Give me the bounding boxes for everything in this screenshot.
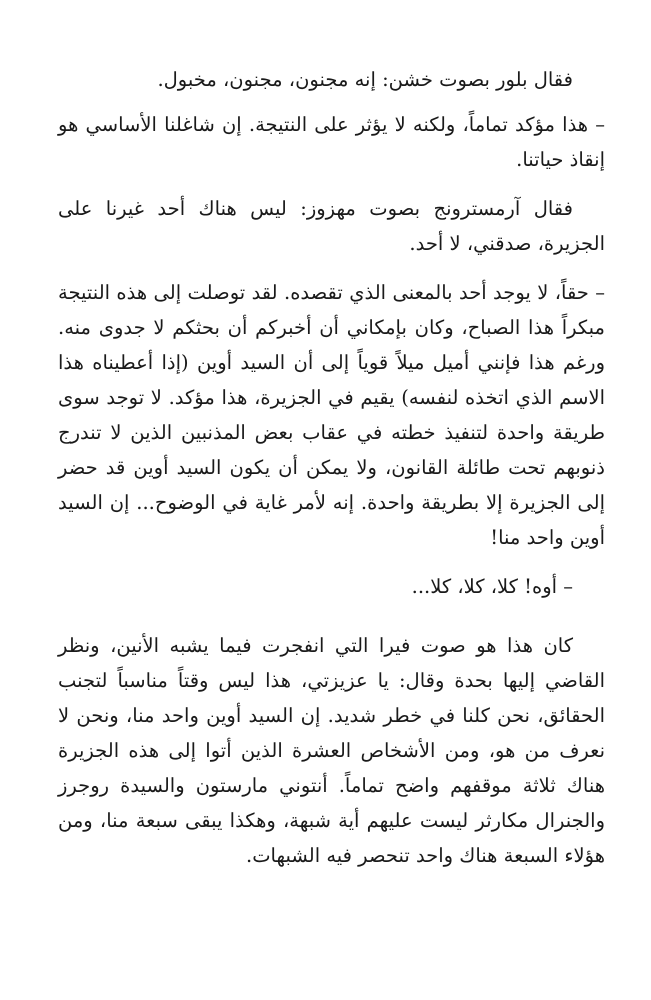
paragraph-judge-reply: – هذا مؤكد تماماً، ولكنه لا يؤثر على النتيجة. إن شاغلنا الأساسي هو إنقاذ حياتنا. [58,113,605,171]
paragraph-owen-theory: – حقاً، لا يوجد أحد بالمعنى الذي تقصده. لقد توصلت إلى هذه النتيجة مبكراً هذا الصباح، وكان بإمكاني أن أخبركم أن بحثكم لا جدوى منه. ورغم هذا فإنني أميل ميلاً قوياً إلى أن السيد أوين (إذا أعطيناه هذا الاسم الذي اتخذه لنفسه) يقيم في الجزيرة، هذا مؤكد. لا توجد سوى طريقة واحدة لتنفيذ خطته في عقاب بعض المذنبين الذين لا تندرج ذنوبهم تحت طائلة القانون، ولا يمكن أن يكون السيد أوين قد حضر إلى الجزيرة إلا بطريقة واحدة. إنه لأمر غاية في الوضوح... إن السيد أوين واحد منا! [58,281,605,549]
paragraph-judge-explanation: كان هذا هو صوت فيرا التي انفجرت فيما يشبه الأنين، ونظر القاضي إليها بحدة وقال: يا عزيزتي، هذا ليس وقتاً مناسباً لتجنب الحقائق، نحن كلنا في خطر شديد. إن السيد أوين واحد منا، ونحن لا نعرف من هو، ومن الأشخاص العشرة الذين أتوا إلى هذه الجزيرة هناك ثلاثة موقفهم واضح تماماً. أنتوني مارستون والسيدة روجرز والجنرال مكارثر ليست عليهم أية شبهة، وهكذا يبقى سبعة منا، ومن هؤلاء السبعة هناك واحد تنحصر فيه الشبهات. [58,634,605,867]
paragraph-vera-exclamation: – أوه! كلا، كلا، كلا... [411,575,573,598]
paragraph-armstrong-remark: فقال آرمسترونج بصوت مهزوز: ليس هناك أحد غيرنا على الجزيرة، صدقني، لا أحد. [58,197,605,255]
paragraph-blore-remark: فقال بلور بصوت خشن: إنه مجنون، مجنون، مخبول. [157,68,573,91]
